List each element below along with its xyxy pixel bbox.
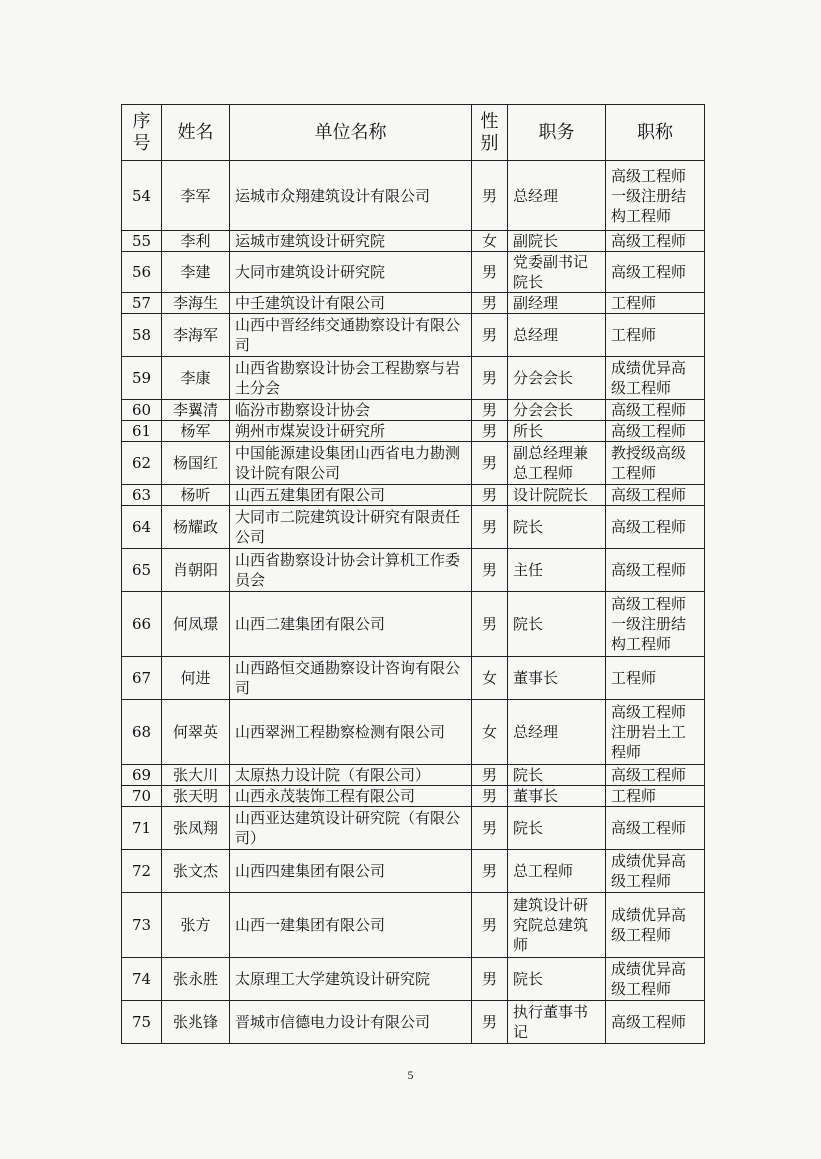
cell-name: 李利 bbox=[162, 231, 230, 252]
cell-seq: 70 bbox=[122, 786, 162, 807]
cell-gender: 男 bbox=[472, 314, 508, 357]
cell-unit: 太原理工大学建筑设计研究院 bbox=[230, 958, 472, 1001]
cell-title: 成绩优异高级工程师 bbox=[606, 958, 705, 1001]
cell-gender: 男 bbox=[472, 786, 508, 807]
table-row bbox=[122, 442, 705, 485]
cell-title: 高级工程师 bbox=[606, 252, 705, 293]
cell-gender: 女 bbox=[472, 657, 508, 700]
cell-gender: 男 bbox=[472, 549, 508, 592]
cell-unit: 山西四建集团有限公司 bbox=[230, 850, 472, 893]
cell-unit: 山西中晋经纬交通勘察设计有限公司 bbox=[230, 314, 472, 357]
cell-unit: 山西二建集团有限公司 bbox=[230, 592, 472, 657]
cell-seq: 64 bbox=[122, 506, 162, 549]
cell-name: 张大川 bbox=[162, 765, 230, 786]
cell-seq: 63 bbox=[122, 485, 162, 506]
cell-title: 成绩优异高级工程师 bbox=[606, 357, 705, 400]
cell-seq: 73 bbox=[122, 893, 162, 958]
cell-name: 李海生 bbox=[162, 293, 230, 314]
table-row bbox=[122, 421, 705, 442]
cell-unit: 晋城市信德电力设计有限公司 bbox=[230, 1001, 472, 1044]
cell-name: 杨军 bbox=[162, 421, 230, 442]
cell-gender: 男 bbox=[472, 485, 508, 506]
table-row bbox=[122, 485, 705, 506]
cell-title: 高级工程师一级注册结构工程师 bbox=[606, 592, 705, 657]
cell-position: 副经理 bbox=[508, 293, 606, 314]
cell-unit: 运城市众翔建筑设计有限公司 bbox=[230, 161, 472, 231]
table-row bbox=[122, 958, 705, 1001]
cell-gender: 男 bbox=[472, 807, 508, 850]
cell-seq: 74 bbox=[122, 958, 162, 1001]
cell-position: 设计院院长 bbox=[508, 485, 606, 506]
cell-title: 高级工程师 bbox=[606, 421, 705, 442]
cell-name: 张天明 bbox=[162, 786, 230, 807]
cell-seq: 75 bbox=[122, 1001, 162, 1044]
cell-seq: 72 bbox=[122, 850, 162, 893]
cell-seq: 66 bbox=[122, 592, 162, 657]
cell-name: 李海军 bbox=[162, 314, 230, 357]
cell-unit: 山西一建集团有限公司 bbox=[230, 893, 472, 958]
cell-gender: 男 bbox=[472, 506, 508, 549]
cell-gender: 男 bbox=[472, 421, 508, 442]
cell-unit: 山西省勘察设计协会工程勘察与岩土分会 bbox=[230, 357, 472, 400]
cell-name: 李翼清 bbox=[162, 400, 230, 421]
cell-unit: 山西五建集团有限公司 bbox=[230, 485, 472, 506]
cell-name: 何翠英 bbox=[162, 700, 230, 765]
cell-seq: 57 bbox=[122, 293, 162, 314]
cell-name: 张凤翔 bbox=[162, 807, 230, 850]
header-name: 姓名 bbox=[162, 105, 230, 161]
cell-position: 副总经理兼总工程师 bbox=[508, 442, 606, 485]
cell-gender: 男 bbox=[472, 958, 508, 1001]
cell-seq: 55 bbox=[122, 231, 162, 252]
cell-position: 分会会长 bbox=[508, 357, 606, 400]
cell-gender: 女 bbox=[472, 700, 508, 765]
cell-position: 总经理 bbox=[508, 161, 606, 231]
cell-name: 何进 bbox=[162, 657, 230, 700]
cell-seq: 65 bbox=[122, 549, 162, 592]
cell-position: 董事长 bbox=[508, 657, 606, 700]
table-row bbox=[122, 893, 705, 958]
table-row bbox=[122, 657, 705, 700]
cell-position: 总经理 bbox=[508, 314, 606, 357]
page-number: 5 bbox=[407, 1068, 414, 1082]
cell-unit: 运城市建筑设计研究院 bbox=[230, 231, 472, 252]
cell-unit: 山西路恒交通勘察设计咨询有限公司 bbox=[230, 657, 472, 700]
cell-seq: 60 bbox=[122, 400, 162, 421]
cell-name: 何凤璟 bbox=[162, 592, 230, 657]
cell-gender: 男 bbox=[472, 893, 508, 958]
header-title: 职称 bbox=[606, 105, 705, 161]
cell-name: 张文杰 bbox=[162, 850, 230, 893]
cell-title: 高级工程师 bbox=[606, 485, 705, 506]
header-seq: 序号 bbox=[122, 105, 162, 161]
cell-seq: 61 bbox=[122, 421, 162, 442]
cell-title: 高级工程师 bbox=[606, 807, 705, 850]
cell-name: 杨听 bbox=[162, 485, 230, 506]
cell-seq: 68 bbox=[122, 700, 162, 765]
cell-seq: 58 bbox=[122, 314, 162, 357]
header-unit: 单位名称 bbox=[230, 105, 472, 161]
cell-seq: 67 bbox=[122, 657, 162, 700]
table-row bbox=[122, 231, 705, 252]
table-row bbox=[122, 506, 705, 549]
personnel-table bbox=[121, 104, 705, 1044]
cell-name: 张兆锋 bbox=[162, 1001, 230, 1044]
header-position: 职务 bbox=[508, 105, 606, 161]
cell-name: 张永胜 bbox=[162, 958, 230, 1001]
cell-title: 教授级高级工程师 bbox=[606, 442, 705, 485]
cell-seq: 62 bbox=[122, 442, 162, 485]
cell-unit: 临汾市勘察设计协会 bbox=[230, 400, 472, 421]
cell-gender: 男 bbox=[472, 592, 508, 657]
header-gender: 性别 bbox=[472, 105, 508, 161]
cell-unit: 朔州市煤炭设计研究所 bbox=[230, 421, 472, 442]
cell-gender: 男 bbox=[472, 161, 508, 231]
table-row bbox=[122, 592, 705, 657]
cell-gender: 男 bbox=[472, 400, 508, 421]
cell-unit: 山西翠洲工程勘察检测有限公司 bbox=[230, 700, 472, 765]
cell-title: 高级工程师一级注册结构工程师 bbox=[606, 161, 705, 231]
cell-title: 高级工程师 bbox=[606, 1001, 705, 1044]
cell-gender: 男 bbox=[472, 850, 508, 893]
cell-unit: 中壬建筑设计有限公司 bbox=[230, 293, 472, 314]
cell-unit: 大同市建筑设计研究院 bbox=[230, 252, 472, 293]
cell-title: 成绩优异高级工程师 bbox=[606, 850, 705, 893]
cell-position: 院长 bbox=[508, 506, 606, 549]
cell-name: 李康 bbox=[162, 357, 230, 400]
cell-title: 高级工程师 bbox=[606, 506, 705, 549]
cell-position: 院长 bbox=[508, 807, 606, 850]
cell-position: 所长 bbox=[508, 421, 606, 442]
cell-gender: 男 bbox=[472, 442, 508, 485]
cell-unit: 山西亚达建筑设计研究院（有限公司） bbox=[230, 807, 472, 850]
cell-unit: 山西永茂装饰工程有限公司 bbox=[230, 786, 472, 807]
cell-position: 院长 bbox=[508, 958, 606, 1001]
cell-title: 高级工程师 bbox=[606, 549, 705, 592]
table-row bbox=[122, 549, 705, 592]
cell-title: 工程师 bbox=[606, 314, 705, 357]
cell-name: 张方 bbox=[162, 893, 230, 958]
cell-title: 成绩优异高级工程师 bbox=[606, 893, 705, 958]
cell-position: 主任 bbox=[508, 549, 606, 592]
cell-position: 董事长 bbox=[508, 786, 606, 807]
cell-seq: 59 bbox=[122, 357, 162, 400]
cell-seq: 71 bbox=[122, 807, 162, 850]
cell-seq: 54 bbox=[122, 161, 162, 231]
cell-position: 院长 bbox=[508, 765, 606, 786]
cell-name: 李军 bbox=[162, 161, 230, 231]
cell-gender: 男 bbox=[472, 765, 508, 786]
cell-seq: 56 bbox=[122, 252, 162, 293]
table-row bbox=[122, 807, 705, 850]
table-row bbox=[122, 252, 705, 293]
cell-position: 建筑设计研究院总建筑师 bbox=[508, 893, 606, 958]
cell-gender: 男 bbox=[472, 293, 508, 314]
table-body bbox=[122, 161, 705, 1044]
cell-gender: 男 bbox=[472, 1001, 508, 1044]
cell-title: 高级工程师注册岩土工程师 bbox=[606, 700, 705, 765]
cell-unit: 中国能源建设集团山西省电力勘测设计院有限公司 bbox=[230, 442, 472, 485]
cell-position: 党委副书记院长 bbox=[508, 252, 606, 293]
table-row bbox=[122, 161, 705, 231]
cell-gender: 男 bbox=[472, 357, 508, 400]
cell-seq: 69 bbox=[122, 765, 162, 786]
table-row bbox=[122, 293, 705, 314]
cell-name: 杨国红 bbox=[162, 442, 230, 485]
table-row bbox=[122, 400, 705, 421]
cell-gender: 女 bbox=[472, 231, 508, 252]
table-row bbox=[122, 765, 705, 786]
cell-name: 李建 bbox=[162, 252, 230, 293]
cell-position: 总工程师 bbox=[508, 850, 606, 893]
table-row bbox=[122, 314, 705, 357]
cell-position: 院长 bbox=[508, 592, 606, 657]
cell-title: 工程师 bbox=[606, 293, 705, 314]
cell-position: 副院长 bbox=[508, 231, 606, 252]
table-row bbox=[122, 850, 705, 893]
cell-title: 高级工程师 bbox=[606, 765, 705, 786]
cell-title: 工程师 bbox=[606, 786, 705, 807]
table-row bbox=[122, 357, 705, 400]
cell-title: 高级工程师 bbox=[606, 231, 705, 252]
cell-title: 高级工程师 bbox=[606, 400, 705, 421]
cell-gender: 男 bbox=[472, 252, 508, 293]
cell-unit: 太原热力设计院（有限公司） bbox=[230, 765, 472, 786]
cell-unit: 山西省勘察设计协会计算机工作委员会 bbox=[230, 549, 472, 592]
cell-position: 分会会长 bbox=[508, 400, 606, 421]
table-row bbox=[122, 786, 705, 807]
header-row bbox=[122, 105, 705, 161]
cell-position: 执行董事书记 bbox=[508, 1001, 606, 1044]
table-row bbox=[122, 1001, 705, 1044]
cell-name: 肖朝阳 bbox=[162, 549, 230, 592]
cell-unit: 大同市二院建筑设计研究有限责任公司 bbox=[230, 506, 472, 549]
cell-name: 杨耀政 bbox=[162, 506, 230, 549]
cell-position: 总经理 bbox=[508, 700, 606, 765]
table-row bbox=[122, 700, 705, 765]
cell-title: 工程师 bbox=[606, 657, 705, 700]
